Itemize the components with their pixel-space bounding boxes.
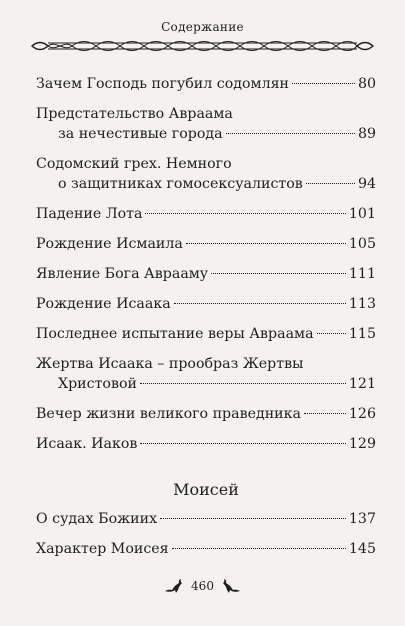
decorative-rule-ornament	[30, 38, 375, 54]
bird-icon	[163, 577, 185, 595]
toc-entry-line	[36, 174, 376, 194]
toc-entry-title: Явление Бога Аврааму	[36, 266, 209, 282]
toc-entry[interactable]	[36, 324, 376, 344]
toc-entry-title: о защитниках гомосексуалистов	[58, 176, 303, 192]
dot-leader	[174, 303, 346, 304]
table-of-contents	[36, 74, 376, 569]
page-footer	[0, 577, 405, 595]
toc-entry[interactable]	[36, 74, 376, 94]
toc-page-number: 80	[357, 76, 376, 92]
toc-entry-title: Христовой	[58, 376, 137, 392]
toc-entry-line	[36, 104, 376, 124]
toc-entry[interactable]	[36, 354, 376, 394]
dot-leader	[186, 243, 346, 244]
toc-page-number: 111	[348, 266, 376, 282]
dot-leader	[140, 443, 346, 444]
toc-entry-line	[36, 154, 376, 174]
toc-page-number: 126	[348, 406, 376, 422]
toc-entry[interactable]	[36, 264, 376, 284]
toc-entry[interactable]	[36, 509, 376, 529]
toc-entry-line	[36, 434, 376, 454]
toc-entry-title: Предстательство Авраама	[36, 106, 233, 122]
toc-entry-list	[36, 74, 376, 454]
toc-entry-title: Зачем Господь погубил содомлян	[36, 76, 289, 92]
dot-leader	[317, 333, 346, 334]
toc-entry-line	[36, 539, 376, 559]
toc-page-number: 115	[348, 326, 376, 342]
toc-entry-title: Содомский грех. Немного	[36, 156, 232, 172]
toc-entry-line	[36, 324, 376, 344]
toc-page-number: 137	[348, 511, 376, 527]
toc-entry-line	[36, 204, 376, 224]
toc-page-number: 94	[357, 176, 376, 192]
page-number: 460	[191, 579, 214, 593]
dot-leader	[226, 133, 355, 134]
toc-entry-title: Рождение Исаака	[36, 296, 171, 312]
dot-leader	[304, 413, 346, 414]
toc-entry-line	[36, 124, 376, 144]
toc-entry-title: Рождение Исмаила	[36, 236, 183, 252]
section-heading: Моисей	[173, 480, 239, 499]
toc-entry-line	[36, 264, 376, 284]
toc-page-number: 89	[357, 126, 376, 142]
toc-entry[interactable]	[36, 104, 376, 144]
toc-page-number: 113	[348, 296, 376, 312]
dot-leader	[306, 183, 355, 184]
toc-entry[interactable]	[36, 234, 376, 254]
toc-entry-line	[36, 374, 376, 394]
running-header: Содержание	[161, 20, 244, 34]
toc-entry-line	[36, 234, 376, 254]
toc-entry-title: Исаак. Иаков	[36, 436, 138, 452]
toc-page-number: 129	[348, 436, 376, 452]
section-entry-list	[36, 509, 376, 559]
toc-entry-line	[36, 294, 376, 314]
dot-leader	[140, 383, 346, 384]
toc-entry[interactable]	[36, 434, 376, 454]
toc-entry-title: за нечестивые города	[58, 126, 223, 142]
toc-page-number: 121	[348, 376, 376, 392]
toc-entry-title: Последнее испытание веры Авраама	[36, 326, 314, 342]
toc-entry-title: Жертва Исаака – прообраз Жертвы	[36, 356, 304, 372]
dot-leader	[292, 83, 355, 84]
toc-entry[interactable]	[36, 539, 376, 559]
toc-entry[interactable]	[36, 294, 376, 314]
dot-leader	[160, 518, 346, 519]
toc-entry-title: О судах Божиих	[36, 511, 158, 527]
toc-page-number: 101	[348, 206, 376, 222]
bird-icon	[220, 577, 242, 595]
dot-leader	[145, 213, 345, 214]
toc-entry-line	[36, 354, 376, 374]
toc-entry-title: Падение Лота	[36, 206, 143, 222]
toc-entry-line	[36, 509, 376, 529]
toc-page-number: 145	[348, 541, 376, 557]
toc-entry[interactable]	[36, 154, 376, 194]
toc-entry[interactable]	[36, 204, 376, 224]
toc-entry-line	[36, 74, 376, 94]
dot-leader	[172, 548, 346, 549]
toc-entry-line	[36, 404, 376, 424]
toc-entry-title: Вечер жизни великого праведника	[36, 406, 301, 422]
toc-entry-title: Характер Моисея	[36, 541, 169, 557]
toc-entry[interactable]	[36, 404, 376, 424]
toc-page-number: 105	[348, 236, 376, 252]
dot-leader	[211, 273, 346, 274]
